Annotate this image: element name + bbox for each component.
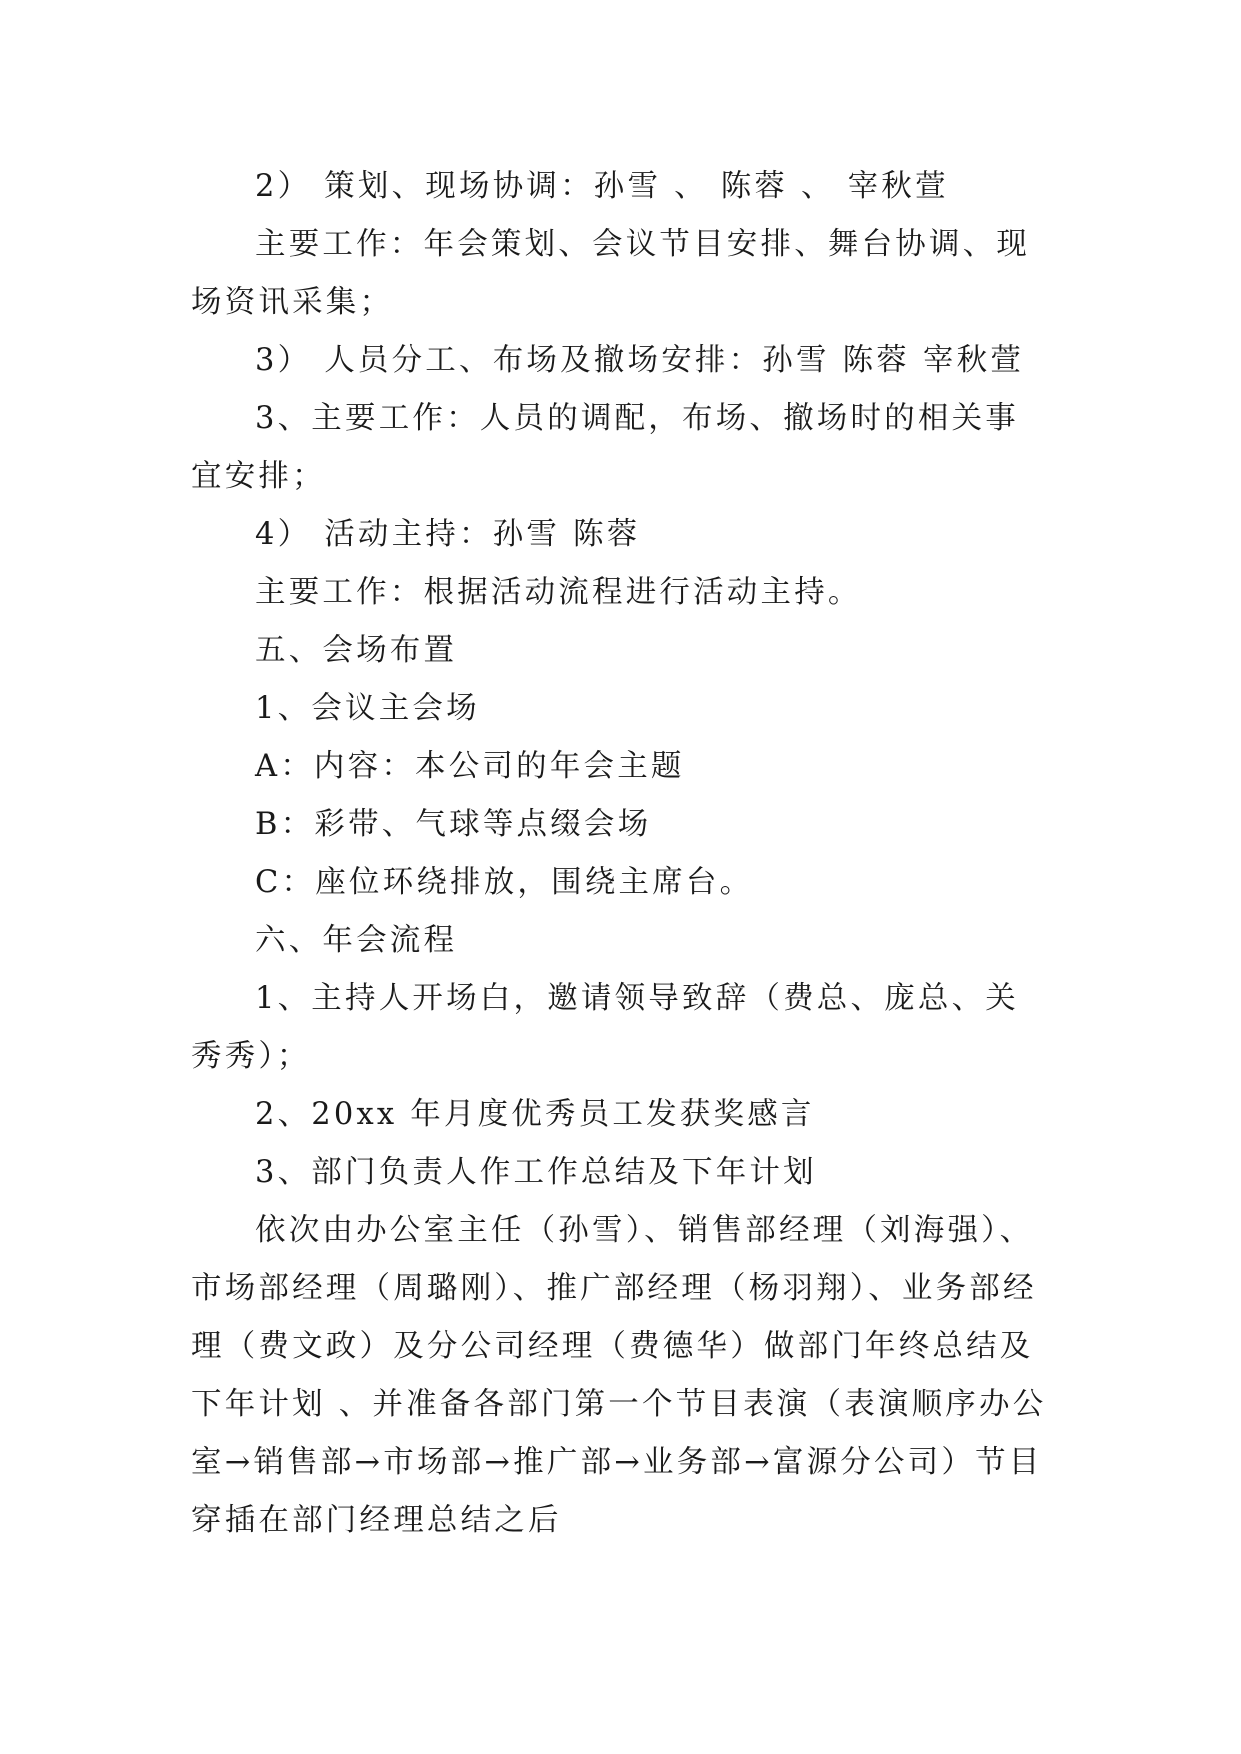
section-heading-event-flow: 六、年会流程 — [255, 923, 458, 958]
paragraph-venue-item-c: C：座位环绕排放，围绕主席台。 — [255, 865, 754, 900]
paragraph-staffing-duties: 3、主要工作：人员的调配，布场、撤场时的相关事宜安排； — [191, 401, 1020, 494]
paragraph-venue-item-b: B：彩带、气球等点缀会场 — [255, 807, 652, 842]
paragraph-flow-step-2: 2、20xx 年月度优秀员工发获奖感言 — [255, 1097, 815, 1132]
paragraph-host-duties: 主要工作：根据活动流程进行活动主持。 — [255, 575, 862, 610]
paragraph-main-venue: 1、会议主会场 — [255, 691, 480, 726]
paragraph-planning-coordination: 2） 策划、现场协调：孙雪 、 陈蓉 、 宰秋萱 — [255, 169, 949, 204]
paragraph-flow-step-3: 3、部门负责人作工作总结及下年计划 — [255, 1155, 817, 1190]
paragraph-hosts: 4） 活动主持：孙雪 陈蓉 — [255, 517, 641, 552]
paragraph-department-summaries: 依次由办公室主任（孙雪）、销售部经理（刘海强）、市场部经理（周璐刚）、推广部经理（杨羽翔）、业务部经理（费文政）及分公司经理（费德华）做部门年终总结及下年计划 、并准备各部门第一个节目表演（表演顺序办公室→销售部→市场部→推广部→业务部→富源分公司）节目穿插在部门经理总结之后 — [191, 1213, 1047, 1538]
paragraph-planning-duties: 主要工作：年会策划、会议节目安排、舞台协调、现场资讯采集； — [191, 227, 1031, 320]
section-heading-venue-layout: 五、会场布置 — [255, 633, 458, 668]
paragraph-venue-item-a: A：内容：本公司的年会主题 — [255, 749, 685, 784]
paragraph-staffing-setup: 3） 人员分工、布场及撤场安排：孙雪 陈蓉 宰秋萱 — [255, 343, 1024, 378]
document-body — [191, 158, 1051, 1550]
paragraph-flow-step-1: 1、主持人开场白，邀请领导致辞（费总、庞总、关秀秀）； — [191, 981, 1020, 1074]
